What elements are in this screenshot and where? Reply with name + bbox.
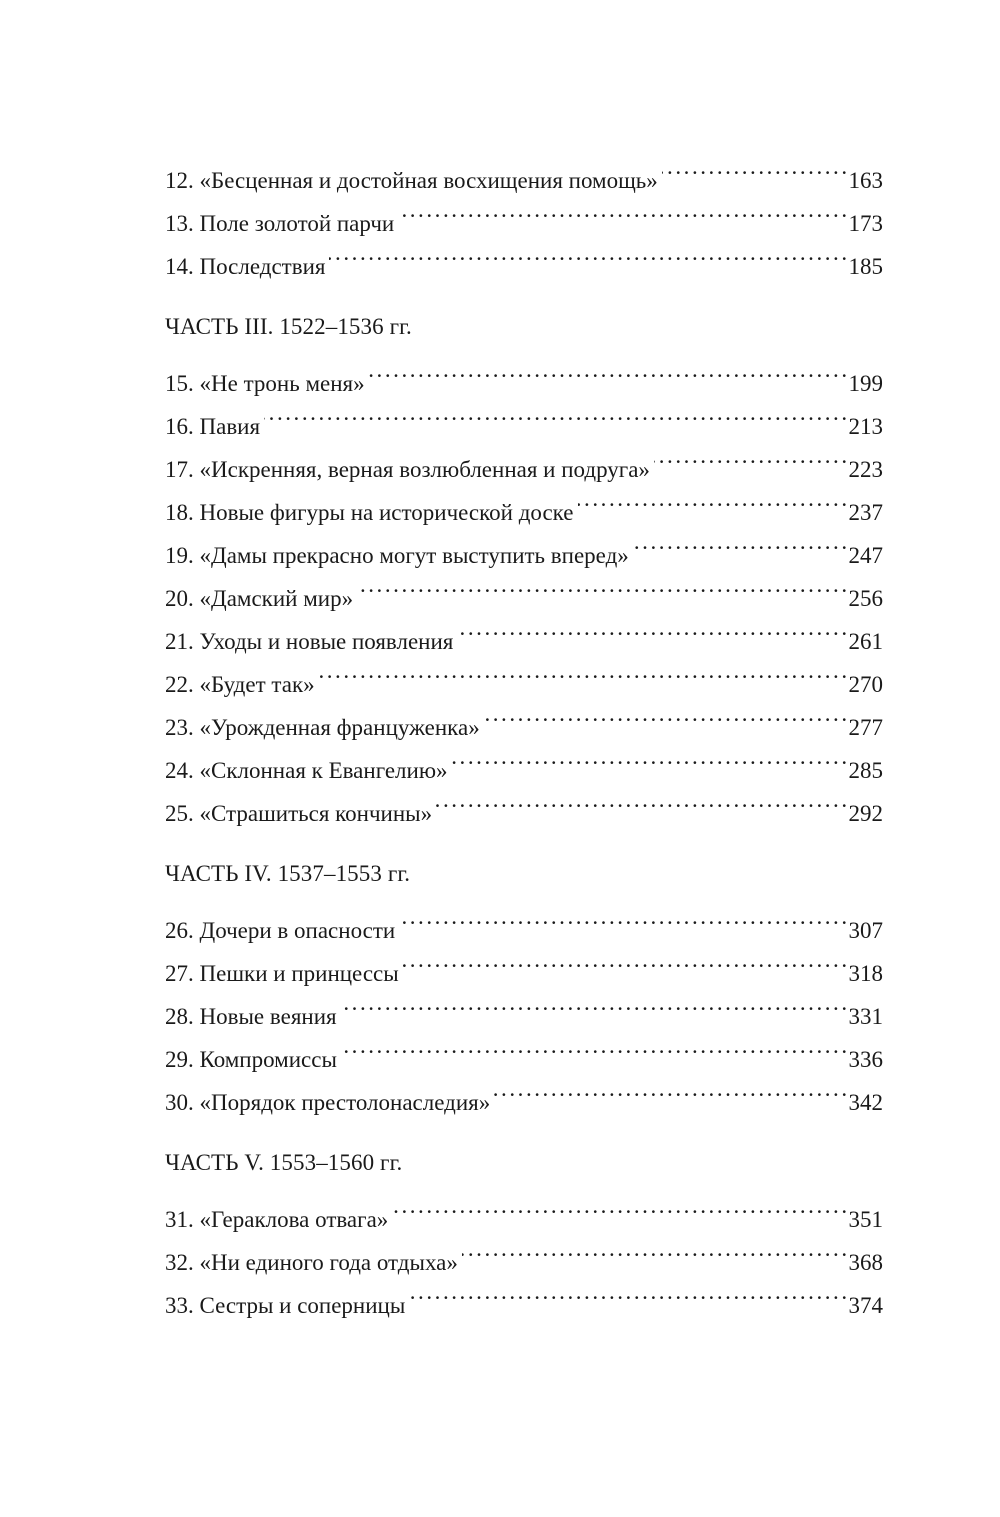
toc-entry-page: 368	[848, 1250, 883, 1275]
toc-entry	[165, 348, 883, 396]
toc-entry-page: 199	[848, 371, 883, 396]
toc-entry-title: 17. «Искренняя, верная возлюбленная и подруга»	[165, 457, 650, 482]
dot-leader	[452, 735, 846, 778]
toc-section-part-iii	[165, 305, 883, 826]
toc-entry	[165, 434, 883, 482]
dot-leader	[484, 692, 846, 735]
dot-leader	[329, 231, 845, 274]
toc-entry-title: 25. «Страшиться кончины»	[165, 801, 433, 826]
toc-entry-title: 13. Поле золотой парчи	[165, 211, 395, 236]
toc-entry-page: 261	[848, 629, 883, 654]
toc-entry-page: 307	[848, 918, 883, 943]
toc-entry-title: 23. «Урожденная француженка»	[165, 715, 480, 740]
toc-entry	[165, 895, 883, 943]
toc-entry-title: 27. Пешки и принцессы	[165, 961, 399, 986]
toc-entry-title: 15. «Не тронь меня»	[165, 371, 365, 396]
toc-entry-title: 12. «Бесценная и достойная восхищения помощь»	[165, 168, 658, 193]
toc-entry-title: 31. «Гераклова отвага»	[165, 1207, 389, 1232]
dot-leader	[357, 563, 845, 606]
toc-entry-page: 173	[848, 211, 883, 236]
toc-entry-title: 29. Компромиссы	[165, 1047, 337, 1072]
toc-entry-page: 185	[848, 254, 883, 279]
part-heading: ЧАСТЬ IV. 1537–1553 гг.	[165, 861, 411, 886]
toc-entry-title: 16. Павия	[165, 414, 261, 439]
toc-entry	[165, 391, 883, 439]
toc-entry-page: 237	[848, 500, 883, 525]
dot-leader	[341, 1024, 846, 1067]
toc-entry-title: 24. «Склонная к Евангелию»	[165, 758, 448, 783]
dot-leader	[409, 1270, 845, 1313]
part-heading: ЧАСТЬ III. 1522–1536 гг.	[165, 314, 412, 339]
dot-leader	[662, 145, 846, 188]
toc-entry-page: 331	[848, 1004, 883, 1029]
dot-leader	[633, 520, 846, 563]
toc-entry-page: 336	[848, 1047, 883, 1072]
dot-leader	[341, 981, 846, 1024]
toc-entry-title: 21. Уходы и новые появления	[165, 629, 454, 654]
toc-section-part-iv	[165, 852, 883, 1115]
toc-entry-page: 247	[848, 543, 883, 568]
dot-leader	[264, 391, 845, 434]
toc-entry-title: 28. Новые веяния	[165, 1004, 337, 1029]
dot-leader	[654, 434, 846, 477]
toc-entry-page: 163	[848, 168, 883, 193]
dot-leader	[436, 778, 845, 821]
dot-leader	[398, 188, 845, 231]
toc-entry-title: 33. Сестры и соперницы	[165, 1293, 406, 1318]
toc-entry	[165, 1184, 883, 1232]
toc-entry-title: 22. «Будет так»	[165, 672, 315, 697]
toc-entry-page: 270	[848, 672, 883, 697]
dot-leader	[494, 1067, 845, 1110]
toc-entry-title: 19. «Дамы прекрасно могут выступить вперед»	[165, 543, 629, 568]
toc-entry-title: 30. «Порядок престолонаследия»	[165, 1090, 491, 1115]
table-of-contents	[165, 145, 883, 1318]
toc-entry-page: 277	[848, 715, 883, 740]
dot-leader	[403, 938, 846, 981]
dot-leader	[457, 606, 845, 649]
dot-leader	[462, 1227, 846, 1270]
toc-entry-page: 256	[848, 586, 883, 611]
toc-entry-page: 292	[848, 801, 883, 826]
toc-entry-page: 223	[848, 457, 883, 482]
toc-entry-page: 285	[848, 758, 883, 783]
toc-entry-page: 351	[848, 1207, 883, 1232]
toc-entry-page: 374	[848, 1293, 883, 1318]
toc-entry-title: 32. «Ни единого года отдыха»	[165, 1250, 458, 1275]
toc-entry-page: 213	[848, 414, 883, 439]
toc-entry-page: 318	[848, 961, 883, 986]
toc-entry-title: 26. Дочери в опасности	[165, 918, 396, 943]
dot-leader	[319, 649, 846, 692]
toc-entry-title: 20. «Дамский мир»	[165, 586, 354, 611]
part-heading: ЧАСТЬ V. 1553–1560 гг.	[165, 1150, 403, 1175]
toc-section-part-v	[165, 1141, 883, 1318]
toc-entry-page: 342	[848, 1090, 883, 1115]
dot-leader	[369, 348, 846, 391]
toc-entry	[165, 145, 883, 193]
toc-entry-title: 18. Новые фигуры на исторической доске	[165, 500, 574, 525]
dot-leader	[399, 895, 845, 938]
toc-section-part-ii-continued	[165, 145, 883, 279]
dot-leader	[578, 477, 846, 520]
toc-entry-title: 14. Последствия	[165, 254, 326, 279]
dot-leader	[392, 1184, 845, 1227]
